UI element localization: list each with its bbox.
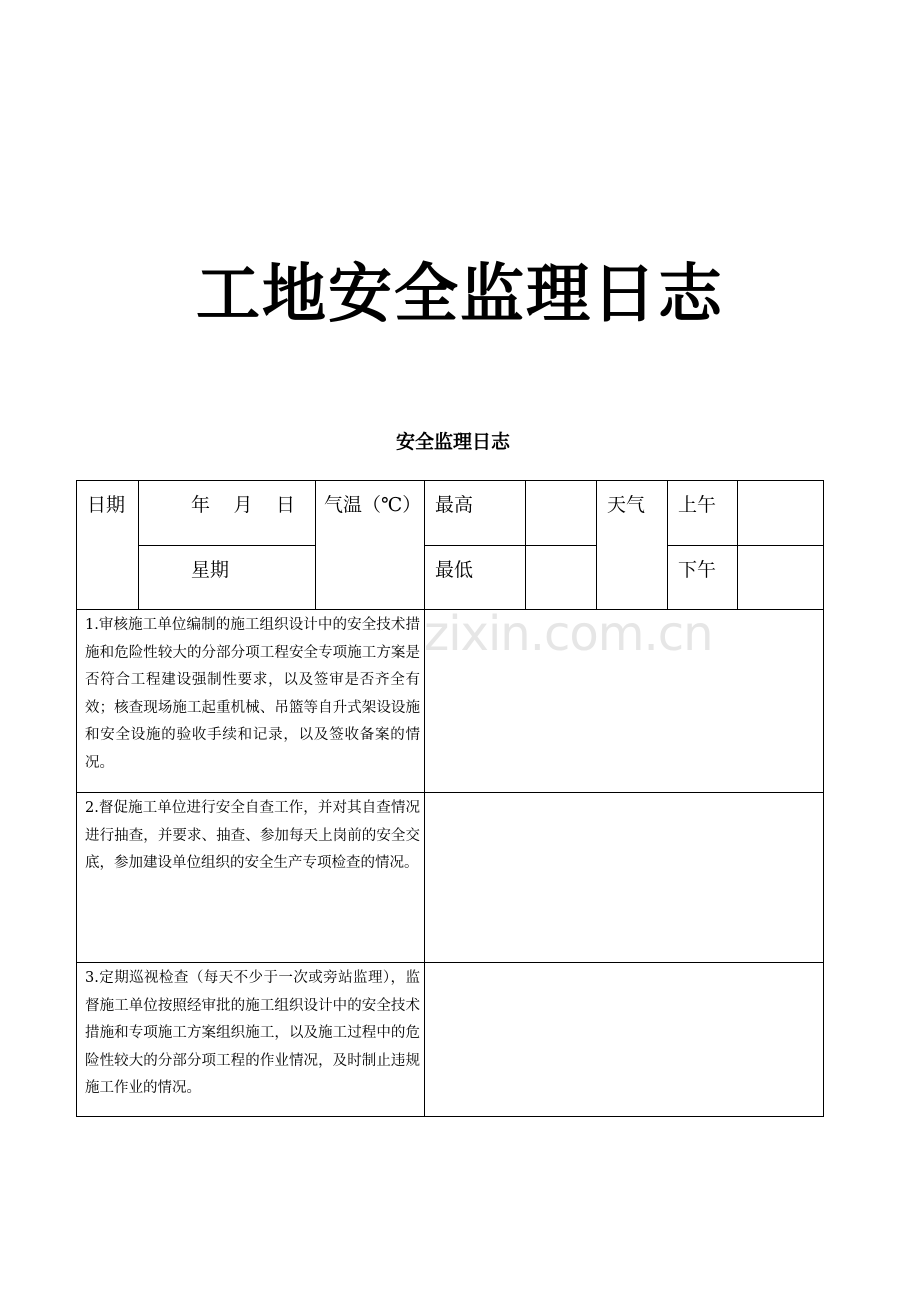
temperature-label-cell — [316, 481, 425, 610]
morning-label-cell — [668, 481, 738, 546]
item-3-record-field[interactable] — [425, 963, 824, 1117]
item-1-description-cell — [77, 610, 425, 793]
safety-log-table — [76, 480, 824, 1117]
date-month-label: 月 — [233, 494, 253, 516]
afternoon-weather-field[interactable] — [738, 546, 824, 610]
temp-low-value-field[interactable] — [526, 546, 597, 610]
weather-label-cell — [597, 481, 668, 610]
item-row-2 — [77, 793, 824, 963]
date-label: 日期 — [87, 494, 126, 516]
date-day-label: 日 — [275, 494, 295, 516]
header-row-1 — [77, 481, 824, 546]
temperature-label: 气温（℃） — [324, 494, 422, 516]
item-row-3 — [77, 963, 824, 1117]
afternoon-label-cell — [668, 546, 738, 610]
date-parts — [139, 481, 315, 518]
afternoon-label: 下午 — [678, 559, 717, 581]
item-1-record-field[interactable] — [425, 610, 824, 793]
item-3-text: 3.定期巡视检查（每天不少于一次或旁站监理），监督施工单位按照经审批的施工组织设计中的安全技术措施和专项施工方案组织施工，以及施工过程中的危险性较大的分部分项工程的作业情况，及时制止违规施工作业的情况。 — [85, 970, 420, 1096]
morning-weather-field[interactable] — [738, 481, 824, 546]
temp-high-value-field[interactable] — [526, 481, 597, 546]
date-year-label: 年 — [191, 494, 211, 516]
item-1-text: 1.审核施工单位编制的施工组织设计中的安全技术措施和危险性较大的分部分项工程安全专项施工方案是否符合工程建设强制性要求，以及签审是否齐全有效；核查现场施工起重机械、吊篮等自升式架设设施和安全设施的验收手续和记录，以及签收备案的情况。 — [85, 617, 420, 771]
date-label-cell — [77, 481, 139, 610]
item-row-1 — [77, 610, 824, 793]
item-2-text: 2.督促施工单位进行安全自查工作，并对其自查情况进行抽查，并要求、抽查、参加每天上岗前的安全交底，参加建设单位组织的安全生产专项检查的情况。 — [85, 800, 420, 871]
temp-low-label-cell — [425, 546, 526, 610]
temp-high-label: 最高 — [435, 494, 474, 516]
document-title: 工地安全监理日志 — [196, 258, 724, 332]
item-2-description-cell — [77, 793, 425, 963]
item-2-record-field[interactable] — [425, 793, 824, 963]
header-row-2 — [77, 546, 824, 610]
temp-low-label: 最低 — [435, 559, 474, 581]
weekday-field[interactable] — [139, 546, 316, 610]
item-3-description-cell — [77, 963, 425, 1117]
watermark: zixin.com.cn — [424, 606, 713, 662]
document-subtitle: 安全监理日志 — [395, 431, 510, 453]
temp-high-label-cell — [425, 481, 526, 546]
weather-label: 天气 — [607, 494, 646, 516]
weekday-label: 星期 — [191, 559, 230, 581]
date-field[interactable] — [139, 481, 316, 546]
morning-label: 上午 — [678, 494, 717, 516]
